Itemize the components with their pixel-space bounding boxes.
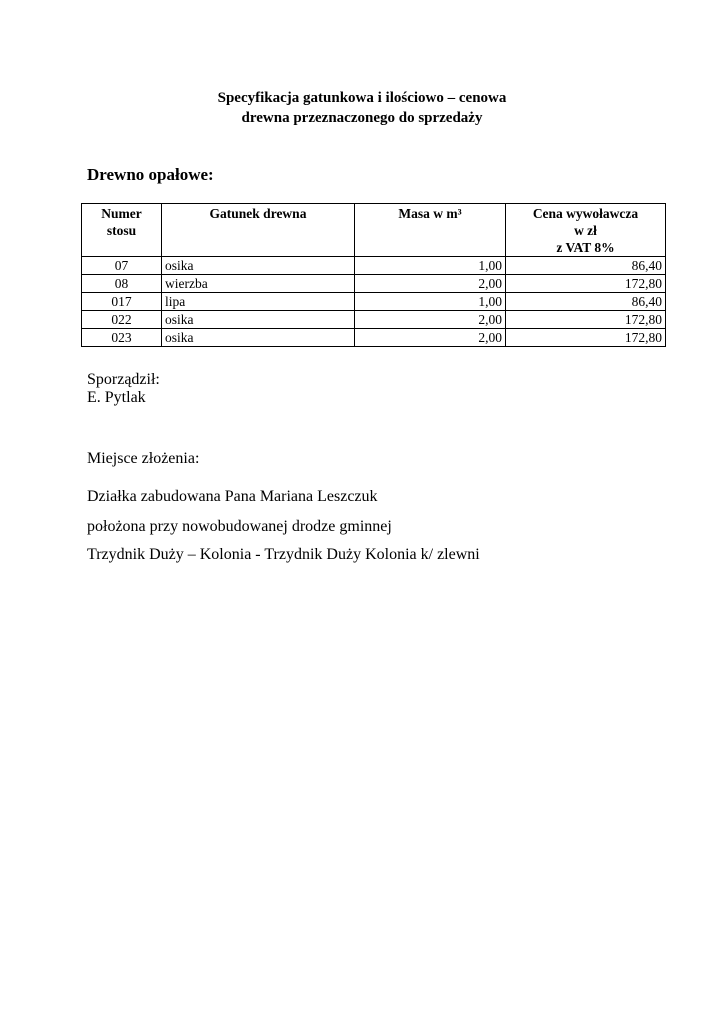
header-price-line-1: Cena wywoławcza [532, 206, 639, 221]
place-address-line-2: położona przy nowobudowanej drodze gminnej [87, 518, 392, 535]
header-price-line-3: z VAT 8% [556, 240, 615, 255]
cell-mass: 2,00 [355, 275, 506, 293]
cell-number: 07 [82, 257, 162, 275]
header-price-line-2: w zł [574, 223, 597, 238]
cell-species: lipa [162, 293, 355, 311]
table-row [82, 311, 666, 329]
title-line-2: drewna przeznaczonego do sprzedaży [241, 110, 483, 126]
cell-species: osika [162, 311, 355, 329]
header-species [162, 204, 355, 257]
header-number-line-2: stosu [106, 223, 137, 238]
header-mass-label: Masa w m³ [398, 206, 462, 221]
table-row [82, 293, 666, 311]
cell-number: 022 [82, 311, 162, 329]
cell-number: 08 [82, 275, 162, 293]
cell-price: 172,80 [506, 275, 666, 293]
table-header-row [82, 204, 666, 257]
prepared-by-label: Sporządził: [87, 371, 160, 388]
place-address-line-3: Trzydnik Duży – Kolonia - Trzydnik Duży Kolonia k/ zlewni [87, 546, 480, 563]
header-price [506, 204, 666, 257]
header-mass [355, 204, 506, 257]
header-species-label: Gatunek drewna [209, 206, 307, 221]
cell-mass: 1,00 [355, 257, 506, 275]
place-label: Miejsce złożenia: [87, 450, 200, 467]
cell-price: 86,40 [506, 293, 666, 311]
specification-table [81, 203, 666, 347]
cell-price: 172,80 [506, 329, 666, 347]
cell-species: osika [162, 257, 355, 275]
cell-mass: 2,00 [355, 329, 506, 347]
prepared-by-name: E. Pytlak [87, 389, 146, 406]
place-address-line-1: Działka zabudowana Pana Mariana Leszczuk [87, 488, 378, 505]
cell-mass: 1,00 [355, 293, 506, 311]
document-title [0, 88, 724, 128]
cell-mass: 2,00 [355, 311, 506, 329]
cell-price: 86,40 [506, 257, 666, 275]
title-line-1: Specyfikacja gatunkowa i ilościowo – cenowa [217, 90, 507, 106]
cell-price: 172,80 [506, 311, 666, 329]
cell-species: osika [162, 329, 355, 347]
table-row [82, 275, 666, 293]
table-row [82, 329, 666, 347]
table-row [82, 257, 666, 275]
header-number-line-1: Numer [101, 206, 142, 221]
section-heading: Drewno opałowe: [87, 165, 214, 184]
cell-number: 023 [82, 329, 162, 347]
cell-number: 017 [82, 293, 162, 311]
header-number [82, 204, 162, 257]
cell-species: wierzba [162, 275, 355, 293]
